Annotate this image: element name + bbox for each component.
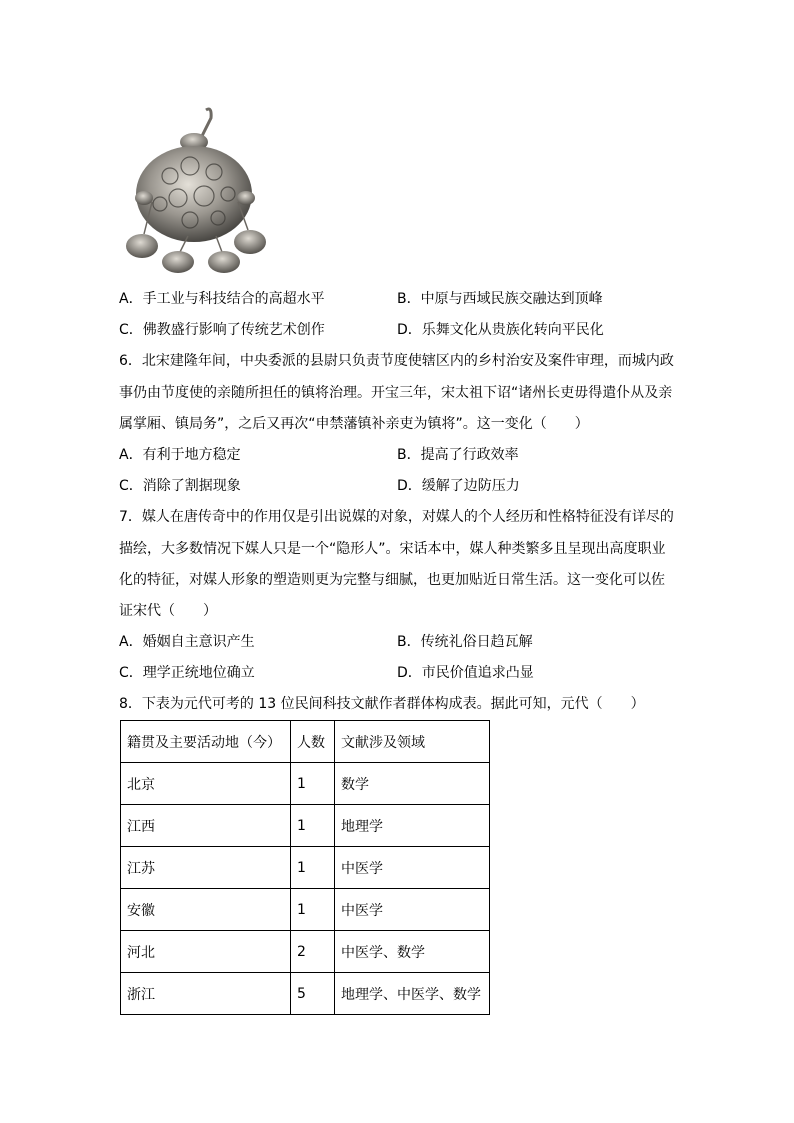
q6-stem-line-3: 属掌厢、镇局务”，之后又再次“申禁藩镇补亲吏为镇将”。这一变化（ ） bbox=[119, 416, 589, 432]
table-cell: 河北 bbox=[121, 931, 291, 973]
q7-stem-line-2: 描绘，大多数情况下媒人只是一个“隐形人”。宋话本中，媒人种类繁多且呈现出高度职业 bbox=[119, 541, 666, 557]
table-cell: 安徽 bbox=[121, 889, 291, 931]
table-row bbox=[121, 889, 490, 931]
table-cell: 1 bbox=[291, 763, 335, 805]
q5-option-d: D．乐舞文化从贵族化转向平民化 bbox=[397, 322, 604, 338]
table-cell: 5 bbox=[291, 973, 335, 1015]
q6-option-b: B．提高了行政效率 bbox=[397, 447, 519, 463]
table-cell: 1 bbox=[291, 847, 335, 889]
bronze-artifact-image bbox=[118, 106, 278, 276]
q6-option-c: C．消除了割据现象 bbox=[119, 478, 241, 494]
author-composition-table bbox=[120, 720, 490, 1015]
q7-stem-line-3: 化的特征，对媒人形象的塑造则更为完整与细腻，也更加贴近日常生活。这一变化可以佐 bbox=[119, 572, 665, 588]
q5-option-b: B．中原与西域民族交融达到顶峰 bbox=[397, 291, 603, 307]
q8-stem: 8．下表为元代可考的 13 位民间科技文献作者群体构成表。据此可知，元代（ ） bbox=[119, 696, 645, 712]
table-cell: 中医学 bbox=[335, 847, 490, 889]
q7-stem-line-4: 证宋代（ ） bbox=[119, 603, 217, 619]
table-row bbox=[121, 973, 490, 1015]
q7-option-d: D．市民价值追求凸显 bbox=[397, 665, 534, 681]
table-cell: 数学 bbox=[335, 763, 490, 805]
q5-option-c: C．佛教盛行影响了传统艺术创作 bbox=[119, 322, 325, 338]
table-cell: 江苏 bbox=[121, 847, 291, 889]
q7-option-b: B．传统礼俗日趋瓦解 bbox=[397, 634, 533, 650]
q6-option-a: A．有利于地方稳定 bbox=[119, 447, 241, 463]
table-cell: 地理学、中医学、数学 bbox=[335, 973, 490, 1015]
q7-option-c: C．理学正统地位确立 bbox=[119, 665, 255, 681]
q6-stem-line-2: 事仍由节度使的亲随所担任的镇将治理。开宝三年，宋太祖下诏“诸州长吏毋得遣仆从及亲 bbox=[119, 385, 673, 401]
table-row bbox=[121, 805, 490, 847]
table-cell: 地理学 bbox=[335, 805, 490, 847]
q6-option-d: D．缓解了边防压力 bbox=[397, 478, 520, 494]
table-row bbox=[121, 847, 490, 889]
table-row bbox=[121, 931, 490, 973]
q7-stem-line-1: 7．媒人在唐传奇中的作用仅是引出说媒的对象，对媒人的个人经历和性格特征没有详尽的 bbox=[119, 509, 674, 525]
table-cell: 中医学、数学 bbox=[335, 931, 490, 973]
table-header-cell: 文献涉及领域 bbox=[335, 721, 490, 763]
table-row bbox=[121, 763, 490, 805]
table-cell: 北京 bbox=[121, 763, 291, 805]
table-cell: 1 bbox=[291, 805, 335, 847]
table-cell: 中医学 bbox=[335, 889, 490, 931]
table-cell: 2 bbox=[291, 931, 335, 973]
table-cell: 江西 bbox=[121, 805, 291, 847]
table-cell: 浙江 bbox=[121, 973, 291, 1015]
table-header-row bbox=[121, 721, 490, 763]
table-cell: 1 bbox=[291, 889, 335, 931]
table-header-cell: 籍贯及主要活动地（今） bbox=[121, 721, 291, 763]
q6-stem-line-1: 6．北宋建隆年间，中央委派的县尉只负责节度使辖区内的乡村治安及案件审理，而城内政 bbox=[119, 353, 674, 369]
q7-option-a: A．婚姻自主意识产生 bbox=[119, 634, 255, 650]
table-header-cell: 人数 bbox=[291, 721, 335, 763]
q5-option-a: A．手工业与科技结合的高超水平 bbox=[119, 291, 325, 307]
